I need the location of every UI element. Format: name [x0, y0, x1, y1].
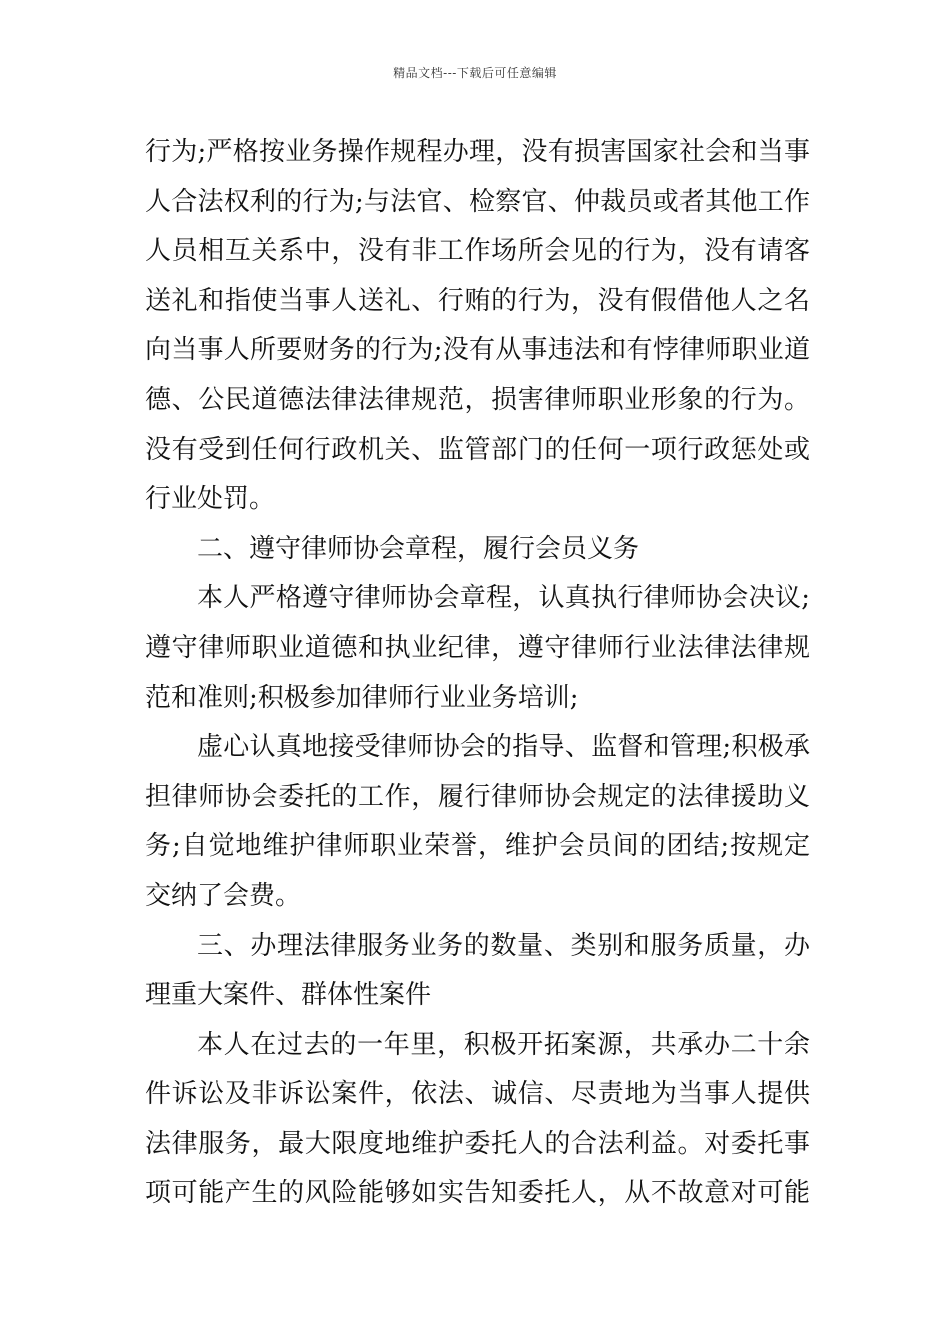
body-line: 人员相互关系中，没有非工作场所会见的行为，没有请客 [145, 236, 810, 267]
body-line: 行为;严格按业务操作规程办理，没有损害国家社会和当事 [145, 137, 810, 167]
body-line: 法律服务，最大限度地维护委托人的合法利益。对委托事 [145, 1128, 810, 1159]
body-line: 项可能产生的风险能够如实告知委托人，从不故意对可能 [145, 1178, 810, 1209]
body-line: 本人在过去的一年里，积极开拓案源，共承办二十余 [197, 1029, 810, 1060]
body-line: 范和准则;积极参加律师行业业务培训; [145, 682, 579, 713]
body-line: 人合法权利的行为;与法官、检察官、仲裁员或者其他工作 [145, 186, 810, 217]
body-line: 向当事人所要财务的行为;没有从事违法和有悖律师职业道 [145, 335, 810, 366]
section-heading: 三、办理法律服务业务的数量、类别和服务质量，办 [197, 930, 810, 961]
body-line: 担律师协会委托的工作，履行律师协会规定的法律援助义 [145, 781, 810, 812]
body-line: 送礼和指使当事人送礼、行贿的行为，没有假借他人之名 [145, 285, 810, 316]
body-line: 遵守律师职业道德和执业纪律，遵守律师行业法律法律规 [145, 632, 810, 663]
section-heading: 理重大案件、群体性案件 [145, 980, 432, 1011]
document-body [145, 128, 810, 1219]
body-line: 交纳了会费。 [145, 880, 302, 911]
body-line: 虚心认真地接受律师协会的指导、监督和管理;积极承 [197, 732, 810, 763]
page-header: 精品文档---下载后可任意编辑 [393, 66, 557, 80]
body-line: 本人严格遵守律师协会章程，认真执行律师协会决议; [197, 583, 810, 614]
body-line: 务;自觉地维护律师职业荣誉，维护会员间的团结;按规定 [145, 831, 810, 862]
body-line: 行业处罚。 [145, 484, 276, 515]
section-heading: 二、遵守律师协会章程，履行会员义务 [197, 533, 640, 564]
body-line: 德、公民道德法律法律规范，损害律师职业形象的行为。 [145, 384, 810, 415]
body-line: 件诉讼及非诉讼案件，依法、诚信、尽责地为当事人提供 [145, 1079, 810, 1110]
body-line: 没有受到任何行政机关、监管部门的任何一项行政惩处或 [145, 434, 810, 465]
